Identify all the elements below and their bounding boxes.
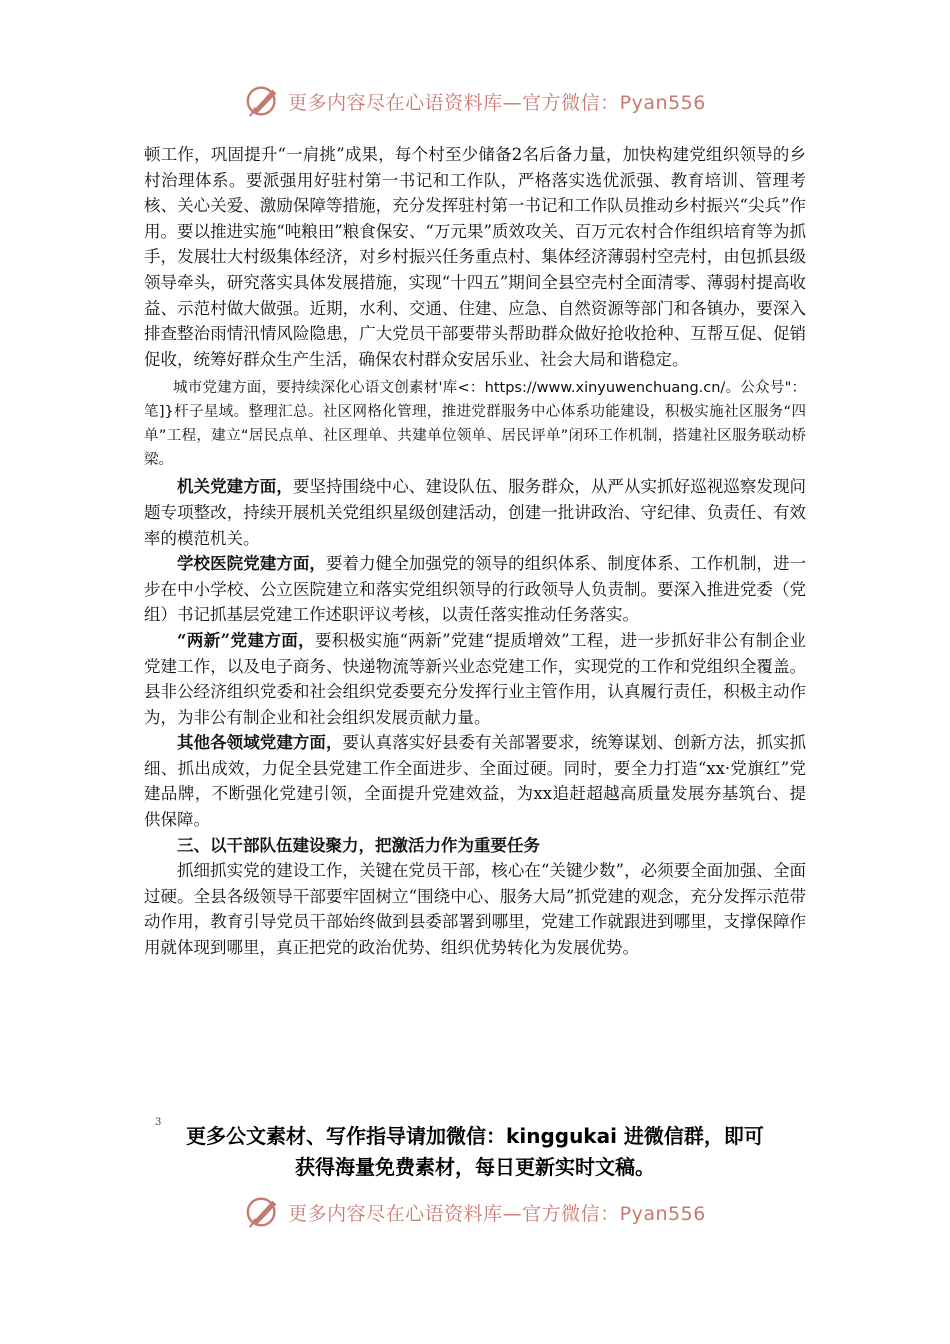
paragraph-text: 要认真落实好县委有关部署要求，统筹谋划、创新方法，抓实抓细、抓出成效，力促全县党建工作全面进步、全面过硬。同时，要全力打造“xx·党旗红”党建品牌，不断强化党建引领，全面提升党建效益，为xx追赶超越高质量发展夯基筑台、提供保障。 [144,733,807,830]
section-heading: 三、以干部队伍建设聚力，把激活力作为重要任务 [177,835,540,855]
pen-logo-icon [244,1193,282,1231]
footer-note [140,1121,810,1183]
paragraph-text: 要积极实施“两新”党建“提质增效”工程，进一步抓好非公有制企业党建工作，以及电子商务、快递物流等新兴业态党建工作，实现党的工作和党组织全覆盖。县非公经济组织党委和社会组织党委要充分发挥行业主管作用，认真履行责任，积极主动作为，为非公有制企业和社会组织发展贡献力量。 [144,630,806,727]
watermark-footer [0,1193,950,1231]
paragraph-lead: 其他各领域党建方面， [177,733,343,753]
paragraph-other [144,730,806,832]
paragraph-two-new [144,628,806,730]
paragraph-organs [144,474,806,551]
paragraph-cadres: 抓细抓实党的建设工作，关键在党员干部，核心在“关键少数”，必须要全面加强、全面过硬。全县各级领导干部要牢固树立“围绕中心、服务大局”抓党建的观念，充分发挥示范带动作用，教育引导党员干部始终做到县委部署到哪里，党建工作就跟进到哪里，支撑保障作用就体现到哪里，真正把党的政治优势、组织优势转化为发展优势。 [144,861,806,958]
paragraph-lead: “两新”党建方面， [177,630,316,650]
footer-line-2: 获得海量免费素材，每日更新实时文稿。 [295,1155,655,1179]
page-number: 3 [155,1117,162,1128]
paragraph-text: 要坚持围绕中心、建设队伍、服务群众，从严从实抓好巡视巡察发现问题专项整改，持续开展机关党组织星级创建活动，创建一批讲政治、守纪律、负责任、有效率的模范机关。 [144,477,807,548]
paragraph-text: 要着力健全加强党的领导的组织体系、制度体系、工作机制，进一步在中小学校、公立医院建立和落实党组织领导的行政领导人负责制。要深入推进党委（党组）书记抓基层党建工作述职评议考核，以责任落实推动任务落实。 [144,554,807,625]
footer-line-1: 更多公文素材、写作指导请加微信：kinggukai 进微信群，即可 [186,1124,764,1148]
paragraph-city: 城市党建方面，要持续深化心语文创素材'库<：https://www.xinyuwenchuang.cn/。公众号"：笔]}杆子星域。整理汇总。社区网格化管理，推进党群服务中心体系功能建设，积极实施社区服务“四单”工程，建立“居民点单、社区理单、共建单位领单、居民评单”闭环工作机制，搭建社区服务联动桥梁。 [144,380,806,469]
document-body [144,142,806,961]
watermark-header [0,82,950,120]
paragraph-lead: 机关党建方面， [177,477,293,497]
paragraph: 顿工作，巩固提升“一肩挑”成果，每个村至少储备2名后备力量，加快构建党组织领导的乡村治理体系。要派强用好驻村第一书记和工作队，严格落实选优派强、教育培训、管理考核、关心关爱、激励保障等措施，充分发挥驻村第一书记和工作队员推动乡村振兴“尖兵”作用。要以推进实施“吨粮田”粮食保安、“万元果”质效攻关、百万元农村合作组织培育等为抓手，发展壮大村级集体经济，对乡村振兴任务重点村、集体经济薄弱村空壳村，由包抓县级领导牵头，研究落实具体发展措施，实现“十四五”期间全县空壳村全面清零、薄弱村提高收益、示范村做大做强。近期，水利、交通、住建、应急、自然资源等部门和各镇办，要深入排查整治雨情汛情风险隐患，广大党员干部要带头帮助群众做好抢收抢种、互帮互促、促销促收，统筹好群众生产生活，确保农村群众安居乐业、社会大局和谐稳定。 [144,145,806,369]
paragraph-schools [144,551,806,628]
watermark-text: 更多内容尽在心语资料库—官方微信：Pyan556 [288,1202,706,1225]
watermark-text: 更多内容尽在心语资料库—官方微信：Pyan556 [288,91,706,114]
pen-logo-icon [244,82,282,120]
paragraph-lead: 学校医院党建方面， [177,554,326,574]
